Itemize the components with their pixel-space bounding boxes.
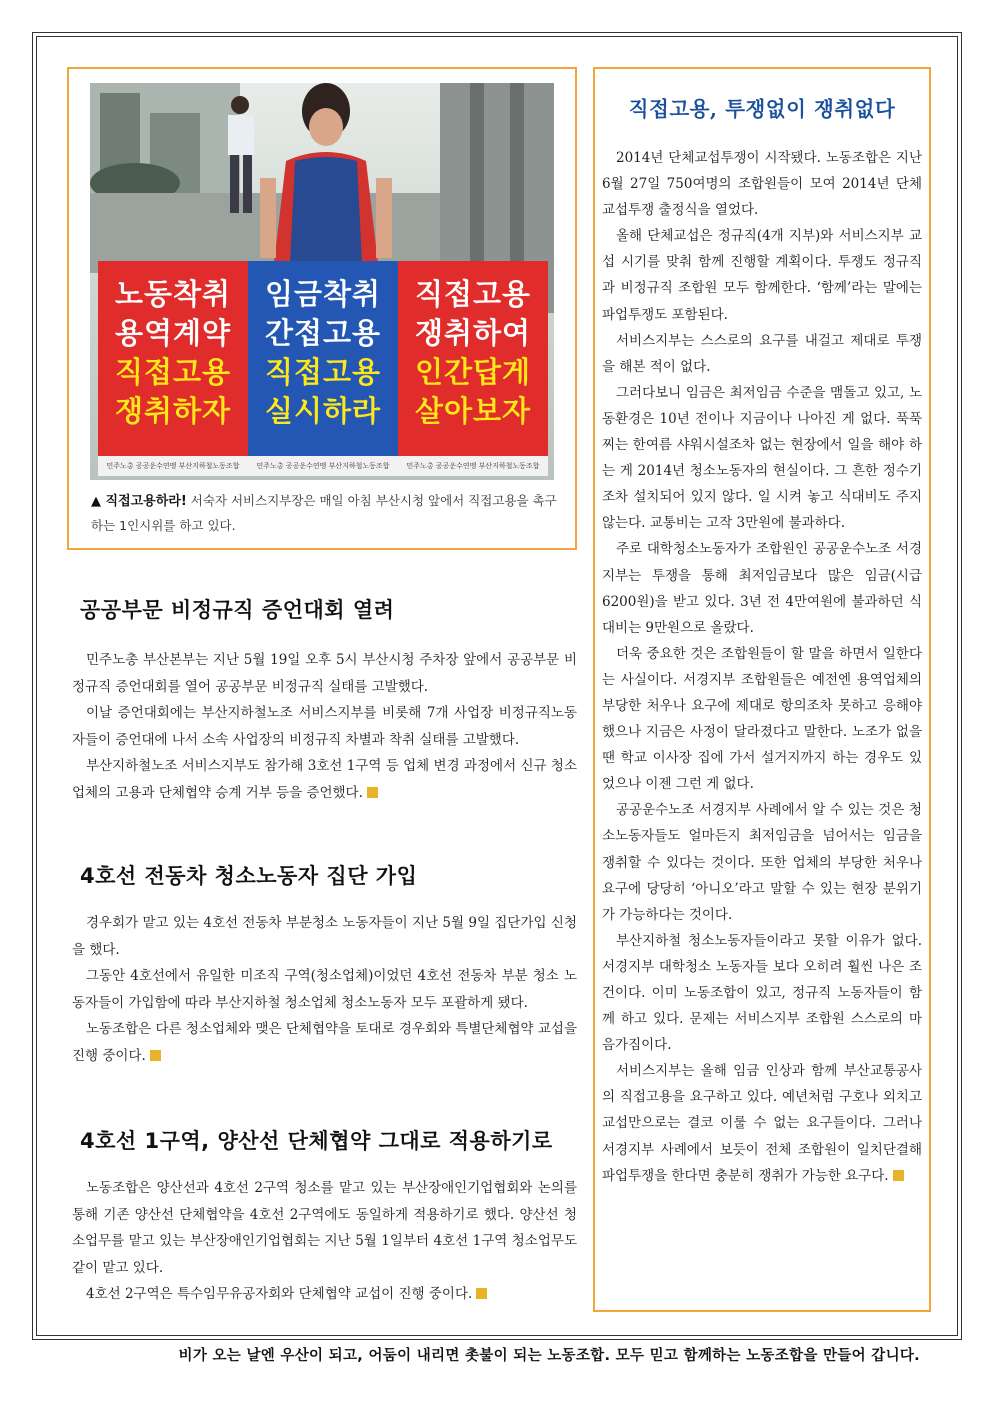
featured-article-box	[593, 67, 931, 1312]
sign-footer: 민주노총 공공운수연맹 부산지하철노동조합	[248, 456, 398, 476]
paragraph: 그동안 4호선에서 유일한 미조직 구역(청소업체)이었던 4호선 전동차 부분 청소 노동자들이 가입함에 따라 부산지하철 청소업체 청소노동자 모두 포괄하게 됐다.	[72, 968, 577, 1011]
footer-slogan: 비가 오는 날엔 우산이 되고, 어둠이 내리면 촛불이 되는 노동조합. 모두 믿고 함께하는 노동조합을 만들어 갑니다.	[178, 1348, 920, 1364]
end-mark-icon	[476, 1288, 487, 1299]
paragraph: 주로 대학청소노동자가 조합원인 공공운수노조 서경지부는 투쟁을 통해 최저임금보다 많은 임금(시급 6200원)을 받고 있다. 3년 전 4만여원에 불과하던 식대비는 9만원으로 올랐다.	[602, 541, 922, 636]
paragraph-text: 서비스지부는 올해 임금 인상과 함께 부산교통공사의 직접고용을 요구하고 있다. 예년처럼 구호나 외치고 교섭만으로는 결코 이룰 수 없는 요구들이다. 그러나 서경지부 사례에서 보듯이 전체 조합원이 일치단결해 파업투쟁을 한다면 충분히 쟁취가 가능한 요구다.	[602, 1063, 922, 1184]
sign-line: 인간답게	[414, 355, 532, 389]
sign-line: 노동착취	[114, 277, 232, 311]
sign-line: 임금착취	[264, 277, 382, 311]
paragraph: 경우회가 맡고 있는 4호선 전동차 부분청소 노동자들이 지난 5월 9일 집단가입 신청을 했다.	[72, 915, 577, 958]
paragraph: 올해 단체교섭은 정규직(4개 지부)와 서비스지부 교섭 시기를 맞춰 함께 진행할 계획이다. 투쟁도 정규직과 비정규직 조합원 모두 함께한다. ‘함께’라는 말에는 파업투쟁도 포함된다.	[602, 228, 922, 323]
photo-caption	[91, 489, 561, 538]
photo-box	[67, 67, 577, 550]
paragraph: 노동조합은 양산선과 4호선 2구역 청소를 맡고 있는 부산장애인기업협회와 논의를 통해 기존 양산선 단체협약을 4호선 2구역에도 동일하게 적용하기로 했다. 양산선 청소업무를 맡고 있는 부산장애인기업협회는 지난 5월 1일부터 4호선 1구역 청소업무도 같이 맡고 있다.	[72, 1180, 577, 1276]
paragraph: 더욱 중요한 것은 조합원들이 할 말을 하면서 일한다는 사실이다. 서경지부 조합원들은 예전엔 용역업체의 부당한 처우나 요구에 제대로 항의조차 못하고 응해야 했으나 지금은 사정이 달라졌다고 말한다. 노조가 없을 땐 학교 이사장 집에 가서 설거지까지 하는 경우도 있었으나 이젠 그런 게 없다.	[602, 645, 922, 793]
protest-sign-right	[398, 261, 548, 476]
paragraph	[72, 1281, 577, 1308]
protest-sign-center	[248, 261, 398, 476]
paragraph-text: 4호선 2구역은 특수임무유공자회와 단체협약 교섭이 진행 중이다.	[86, 1286, 473, 1302]
paragraph-text: 노동조합은 다른 청소업체와 맺은 단체협약을 토대로 경우회와 특별단체협약 교섭을 진행 중이다.	[72, 1021, 577, 1064]
paragraph: 공공운수노조 서경지부 사례에서 알 수 있는 것은 청소노동자들도 얼마든지 최저임금을 넘어서는 임금을 쟁취할 수 있다는 것이다. 또한 업체의 부당한 처우나 요구에 당당히 ‘아니오’라고 말할 수 있는 현장 분위기가 가능하다는 것이다.	[602, 802, 922, 923]
paragraph: 이날 증언대회에는 부산지하철노조 서비스지부를 비롯해 7개 사업장 비정규직노동자들이 증언대에 나서 소속 사업장의 비정규직 차별과 착취 실태를 고발했다.	[72, 705, 577, 748]
section-title: 공공부문 비정규직 증언대회 열려	[80, 598, 395, 622]
end-mark-icon	[893, 1170, 904, 1181]
section-body	[72, 1175, 577, 1308]
sign-line: 용역계약	[114, 316, 232, 350]
sign-line: 실시하라	[264, 394, 382, 428]
paragraph-text: 부산지하철노조 서비스지부도 참가해 3호선 1구역 등 업체 변경 과정에서 신규 청소업체의 고용과 단체협약 승계 거부 등을 증언했다.	[72, 758, 577, 801]
sign-line: 살아보자	[414, 394, 532, 428]
sign-line: 직접고용	[414, 277, 532, 311]
paragraph	[72, 753, 577, 806]
paragraph	[72, 1016, 577, 1069]
sign-line: 직접고용	[264, 355, 382, 389]
section-body	[72, 647, 577, 806]
paragraph	[602, 1058, 922, 1188]
section-title: 4호선 전동차 청소노동자 집단 가입	[80, 864, 418, 888]
section-body	[72, 910, 577, 1069]
paragraph: 부산지하철 청소노동자들이라고 못할 이유가 없다. 서경지부 대학청소 노동자들 보다 오히려 훨씬 나은 조건이다. 이미 노동조합이 있고, 정규직 노동자들이 함께 하고 있다. 문제는 서비스지부 조합원 스스로의 마음가짐이다.	[602, 932, 922, 1054]
paragraph: 민주노총 부산본부는 지난 5월 19일 오후 5시 부산시청 주차장 앞에서 공공부문 비정규직 증언대회를 열어 공공부문 비정규직 실태를 고발했다.	[72, 652, 577, 695]
article-body	[602, 145, 922, 1189]
sign-footer: 민주노총 공공운수연맹 부산지하철노동조합	[98, 456, 248, 476]
paragraph: 서비스지부는 스스로의 요구를 내걸고 제대로 투쟁을 해본 적이 없다.	[602, 332, 922, 375]
article-title: 직접고용, 투쟁없이 쟁취없다	[628, 97, 896, 121]
caption-text: 서숙자 서비스지부장은 매일 아침 부산시청 앞에서 직접고용을 촉구하는 1인시위를 하고 있다.	[91, 493, 557, 533]
sign-footer: 민주노총 공공운수연맹 부산지하철노동조합	[398, 456, 548, 476]
protest-photo	[90, 83, 554, 480]
sign-line: 쟁취하여	[414, 316, 532, 350]
protest-sign-left	[98, 261, 248, 476]
sign-line: 쟁취하자	[114, 394, 232, 428]
end-mark-icon	[150, 1050, 161, 1061]
sign-line: 직접고용	[114, 355, 232, 389]
paragraph: 2014년 단체교섭투쟁이 시작됐다. 노동조합은 지난 6월 27일 750여명의 조합원들이 모여 2014년 단체교섭투쟁 출정식을 열었다.	[602, 150, 922, 219]
end-mark-icon	[367, 787, 378, 798]
paragraph: 그러다보니 임금은 최저임금 수준을 맴돌고 있고, 노동환경은 10년 전이나 지금이나 나아진 게 없다. 푹푹 찌는 한여름 샤워시설조차 없는 현장에서 일을 해야 하는 게 2014년 청소노동자의 현실이다. 그 흔한 정수기조차 설치되어 있지 않다. 일 시켜 놓고 식대비도 주지 않는다. 교통비는 고작 3만원에 불과하다.	[602, 384, 922, 532]
caption-head: ▲ 직접고용하라!	[91, 494, 187, 509]
section-title: 4호선 1구역, 양산선 단체협약 그대로 적용하기로	[80, 1129, 553, 1153]
sign-line: 간접고용	[264, 316, 382, 350]
